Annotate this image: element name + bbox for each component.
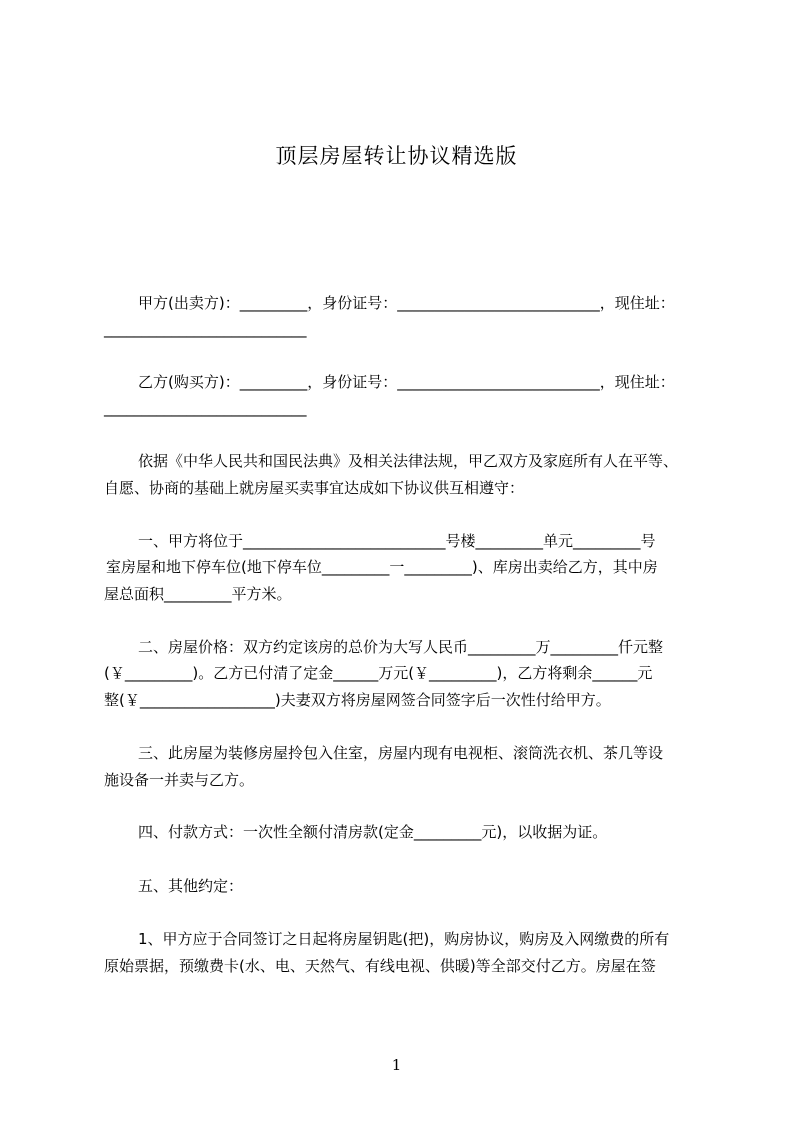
preamble-line-2: 自愿、协商的基础上就房屋买卖事宜达成如下协议供互相遵守： <box>104 479 525 497</box>
party-a-line-2: ___________________________ <box>104 320 307 338</box>
clause-3-line-2: 施设备一并卖与乙方。 <box>104 771 255 789</box>
preamble-line-1: 依据《中华人民共和国民法典》及相关法律法规，甲乙双方及家庭所有人在平等、 <box>138 452 679 470</box>
clause-5-item-1-line-2: 原始票据，预缴费卡(水、电、天然气、有线电视、供暖)等全部交付乙方。房屋在签 <box>104 957 656 975</box>
clause-1-line-3: 屋总面积_________平方米。 <box>104 585 292 603</box>
clause-3-line-1: 三、此房屋为装修房屋拎包入住室，房屋内现有电视柜、滚筒洗衣机、茶几等设 <box>138 744 664 762</box>
clause-1-line-1: 一、甲方将位于___________________________号楼_________单元_________号 <box>138 532 656 550</box>
clause-2-line-1: 二、房屋价格：双方约定该房的总价为大写人民币_________万_________仟元整 <box>138 638 664 656</box>
clause-5-heading: 五、其他约定： <box>138 877 244 895</box>
clause-1-line-2: 室房屋和地下停车位(地下停车位_________一_________)、库房出卖给乙方，其中房 <box>106 558 658 576</box>
clause-4-line-1: 四、付款方式：一次性全额付清房款(定金_________元)，以收据为证。 <box>138 823 608 841</box>
clause-5-item-1-line-1: 1、甲方应于合同签订之日起将房屋钥匙(把)，购房协议，购房及入网缴费的所有 <box>138 930 670 948</box>
page-number: 1 <box>391 1056 402 1074</box>
clause-2-line-2: (￥_________)。乙方已付清了定金______万元(￥_________)，乙方将剩余______元 <box>104 664 653 682</box>
party-b-line-2: ___________________________ <box>104 399 307 417</box>
document-title: 顶层房屋转让协议精选版 <box>275 144 518 168</box>
party-a-line-1: 甲方(出卖方)：_________，身份证号：___________________________，现住址： <box>138 294 675 312</box>
clause-2-line-3: 整(￥__________________)夫妻双方将房屋网签合同签字后一次性付给甲方。 <box>104 691 611 709</box>
party-b-line-1: 乙方(购买方)：_________，身份证号：___________________________，现住址： <box>138 373 675 391</box>
